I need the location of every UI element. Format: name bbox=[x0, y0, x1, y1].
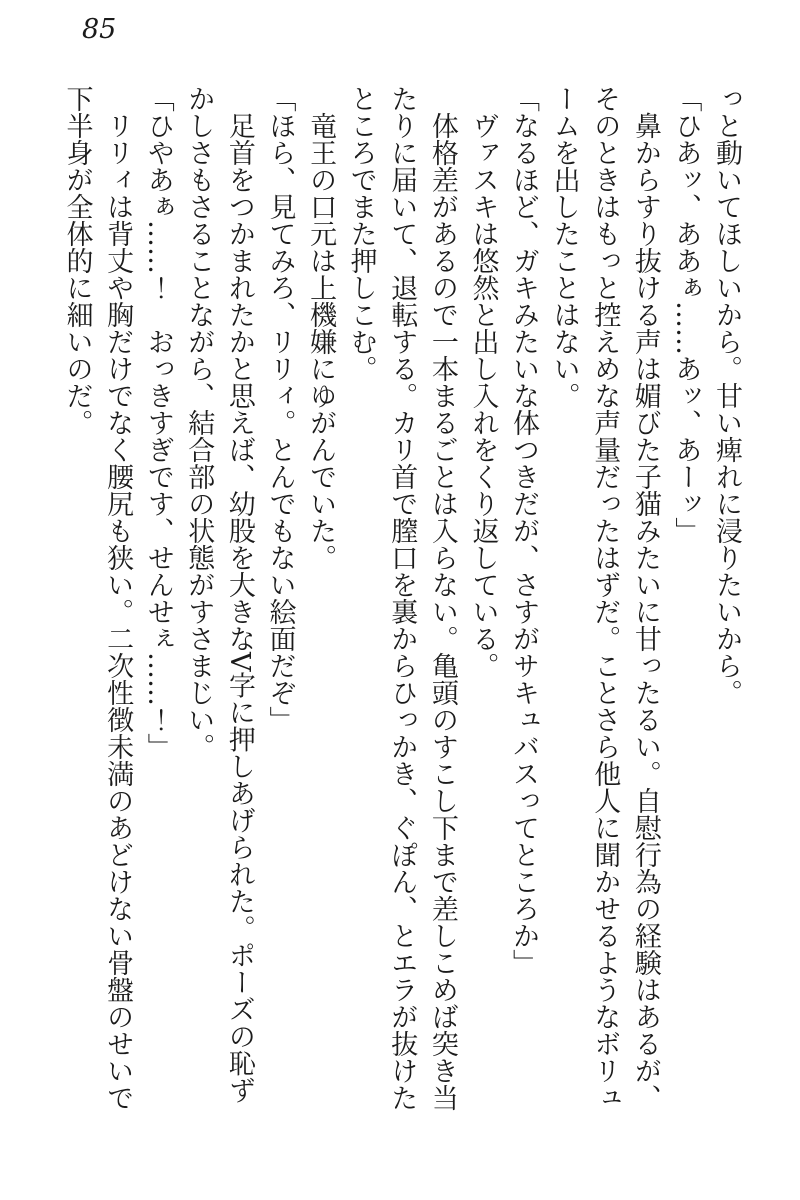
paragraph: っと動いてほしいから。甘い痺れに浸りたいから。 bbox=[711, 85, 742, 706]
paragraph: ヴァスキは悠然と出し入れをくり返している。 bbox=[467, 112, 499, 679]
paragraph: 「なるほど、ガキみたいな体つきだが、さすがサキュバスってところか」 bbox=[508, 85, 540, 976]
paragraph: リリィは背丈や胸だけでなく腰尻も狭い。二次性徴未満のあどけない骨盤のせいで下半身が全体的に細いのだ。 bbox=[61, 85, 134, 1111]
paragraph: 鼻からすり抜ける声は媚びた子猫みたいに甘ったるい。自慰行為の経験はあるが、そのときはもっと控えめな声量だったはずだ。ことさら他人に聞かせるようなボリュームを出したことはない。 bbox=[548, 85, 661, 1111]
page-number: 85 bbox=[82, 14, 117, 45]
paragraph: 竜王の口元は上機嫌にゆがんでいた。 bbox=[305, 112, 337, 571]
paragraph: 足首をつかまれたかと思えば、幼股を大きなV字に押しあげられた。ポーズの恥ずかしさもさることながら、結合部の状態がすさまじい。 bbox=[183, 85, 255, 1104]
paragraph: 体格差があるので一本まるごとは入らない。亀頭のすこし下まで差しこめば突き当たりに届いて、退転する。カリ首で膣口を裏からひっかき、ぐぽん、とエラが抜けたところでまた押しこむ。 bbox=[345, 85, 458, 1111]
paragraph: 「ほら、見てみろ、リリィ。とんでもない絵面だぞ」 bbox=[264, 85, 296, 733]
paragraph: 「ひあッ、ああぁ……あッ、あーッ」 bbox=[670, 85, 702, 544]
paragraph: 「ひやあぁ……！ おっきすぎです、せんせぇ……！」 bbox=[142, 85, 174, 760]
page-text-block bbox=[56, 85, 746, 1111]
